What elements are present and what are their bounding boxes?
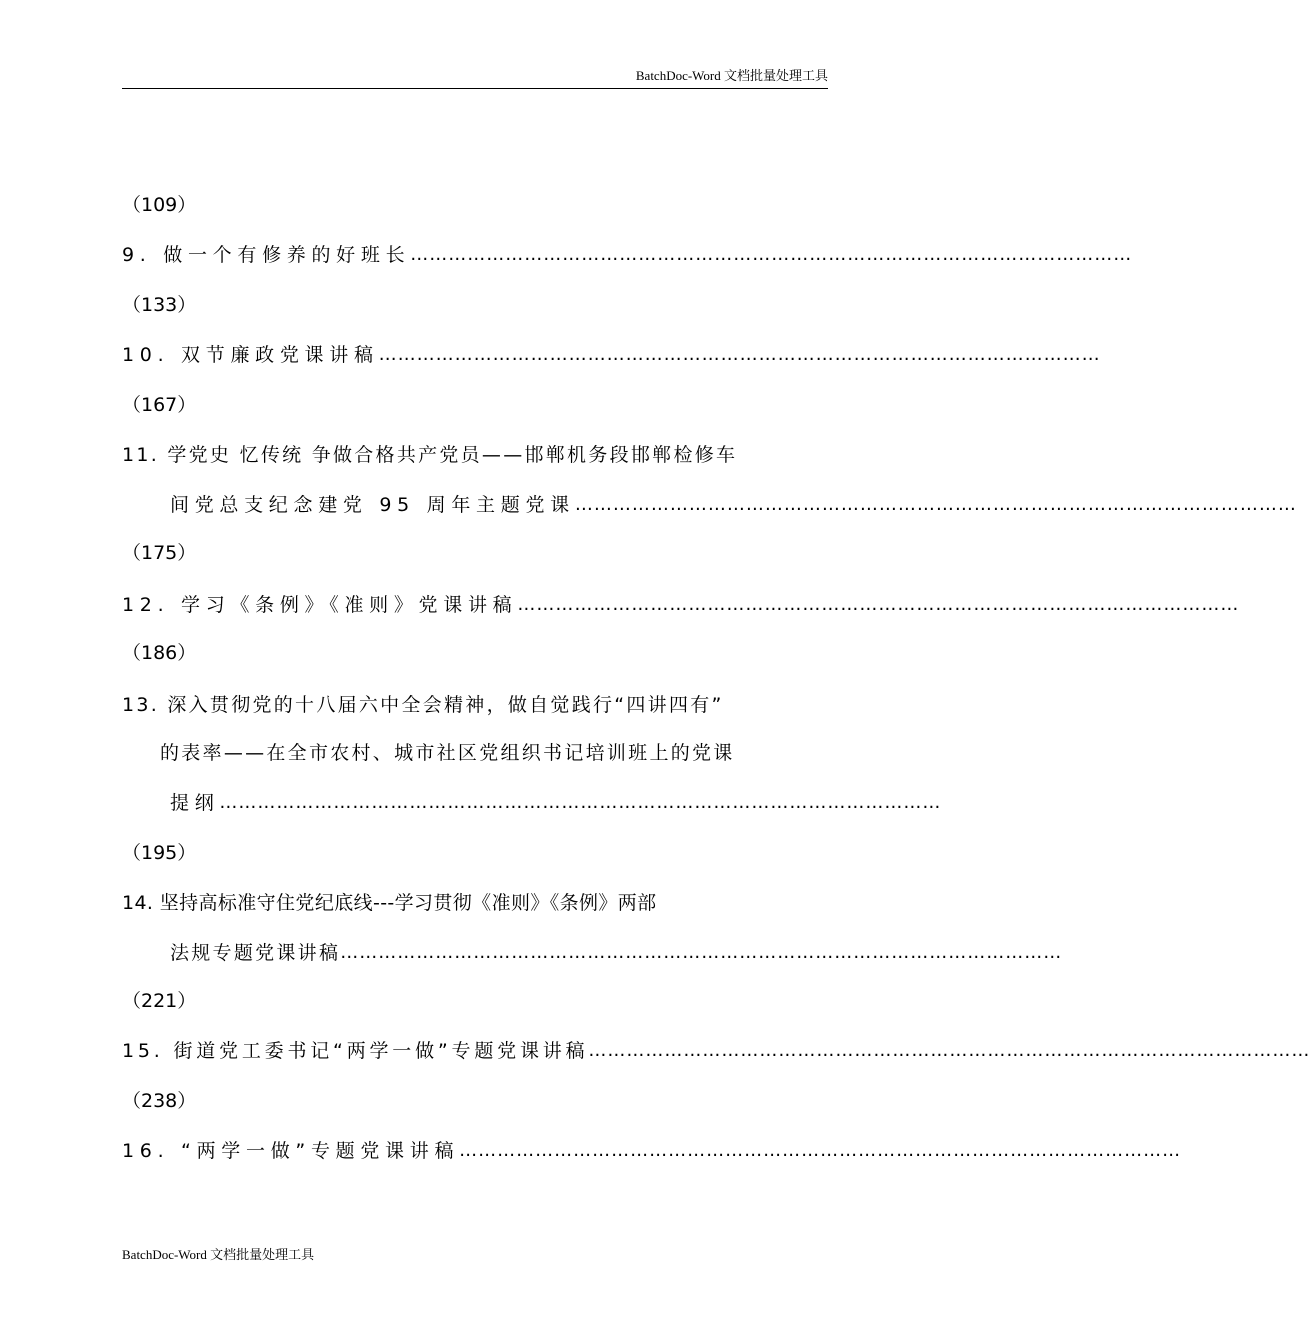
toc-page-number: （175）: [122, 542, 197, 564]
toc-entry-title: 12. 学习《条例》《准则》党课讲稿: [122, 594, 518, 616]
toc-leader-dots: ……………………………………………………………………………………………………: [378, 344, 1101, 365]
toc-entry-title: 9. 做一个有修养的好班长: [122, 244, 411, 266]
toc-entry-11-line-1[interactable]: 11. 学党史 忆传统 争做合格共产党员——邯郸机务段邯郸检修车: [122, 444, 738, 466]
toc-entry-14-line-2[interactable]: [170, 938, 1063, 968]
header-text: BatchDoc-Word 文档批量处理工具: [635, 68, 828, 83]
toc-entry-12[interactable]: [122, 590, 1240, 620]
toc-entry-14-line-1[interactable]: 14. 坚持高标准守住党纪底线---学习贯彻《准则》《条例》两部: [122, 892, 657, 914]
toc-page-number: （167）: [122, 394, 197, 416]
toc-page-number: （238）: [122, 1090, 197, 1112]
toc-entry-9[interactable]: [122, 240, 1133, 270]
toc-entry-13-line-3[interactable]: [170, 788, 942, 818]
toc-page-number: （195）: [122, 842, 197, 864]
toc-entry-13-line-1[interactable]: 13. 深入贯彻党的十八届六中全会精神，做自觉践行“四讲四有”: [122, 694, 724, 716]
page-header: [122, 0, 828, 89]
toc-leader-dots: ……………………………………………………………………………………………………: [588, 1040, 1310, 1061]
toc-page-number: （133）: [122, 294, 197, 316]
toc-entry-title: 15. 街道党工委书记“两学一做”专题党课讲稿: [122, 1040, 589, 1062]
toc-entry-title: 16. “两学一做”专题党课讲稿: [122, 1140, 460, 1162]
toc-leader-dots: ……………………………………………………………………………………………………: [459, 1140, 1182, 1161]
toc-page-number: （109）: [122, 194, 197, 216]
toc-page-number: （221）: [122, 990, 197, 1012]
toc-entry-title: 法规专题党课讲稿: [170, 942, 341, 964]
toc-leader-dots: ……………………………………………………………………………………………………: [410, 244, 1133, 265]
toc-entry-title: 提纲: [170, 792, 220, 814]
toc-entry-title: 间党总支纪念建党 95 周年主题党课: [170, 494, 575, 516]
toc-leader-dots: ……………………………………………………………………………………………………: [219, 792, 942, 813]
toc-entry-15[interactable]: [122, 1036, 1310, 1066]
toc-entry-title: 10. 双节廉政党课讲稿: [122, 344, 379, 366]
toc-entry-13-line-2[interactable]: 的表率——在全市农村、城市社区党组织书记培训班上的党课: [160, 742, 735, 764]
toc-leader-dots: ……………………………………………………………………………………………………: [340, 942, 1063, 963]
toc-entry-10[interactable]: [122, 340, 1101, 370]
toc-entry-11-line-2[interactable]: [170, 490, 1297, 520]
toc-leader-dots: ……………………………………………………………………………………………………: [574, 494, 1297, 515]
page-footer: BatchDoc-Word 文档批量处理工具: [122, 1247, 315, 1262]
toc-leader-dots: ……………………………………………………………………………………………………: [517, 594, 1240, 615]
toc-entry-16[interactable]: [122, 1136, 1182, 1166]
toc-page-number: （186）: [122, 642, 197, 664]
